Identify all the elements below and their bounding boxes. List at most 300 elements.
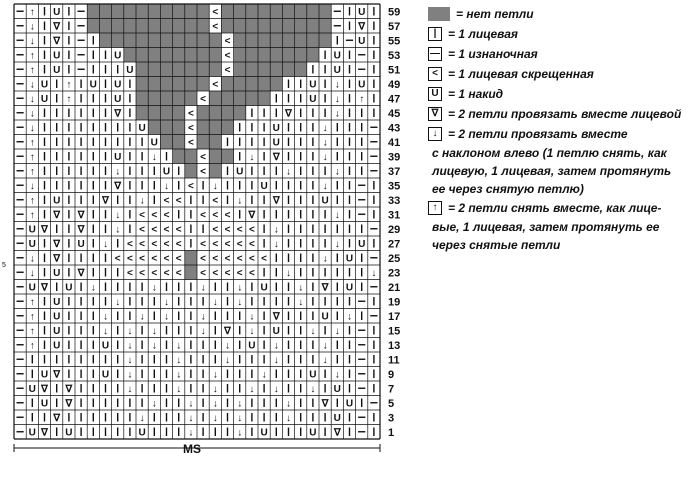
ssk-cell: ↓	[29, 21, 35, 33]
no-stitch-cell	[112, 33, 124, 48]
k2tog-cell: ∇	[53, 369, 61, 381]
row-number: 19	[388, 296, 401, 309]
no-stitch-cell	[270, 62, 282, 77]
twisted-knit-cell: <	[212, 267, 219, 279]
twisted-knit-cell: <	[236, 267, 243, 279]
no-stitch-cell	[295, 19, 307, 34]
no-stitch-cell	[197, 120, 209, 135]
ssk-cell: ↓	[322, 180, 328, 192]
k2tog-cell: ∇	[114, 180, 122, 192]
ssk-cell: ↓	[334, 108, 340, 120]
row-number: 33	[388, 194, 401, 207]
twisted-knit-cell: <	[212, 21, 219, 33]
no-stitch-cell	[246, 77, 258, 92]
no-stitch-cell	[258, 91, 270, 106]
row-number: 21	[388, 281, 401, 294]
yarn-over-cell: U	[236, 166, 244, 178]
twisted-knit-cell: <	[151, 209, 158, 221]
no-stitch-cell	[221, 106, 233, 121]
ssk-cell: ↓	[322, 137, 328, 149]
yarn-over-cell: U	[101, 340, 110, 352]
twisted-knit-cell: <	[248, 267, 255, 279]
ssk-cell: ↓	[103, 311, 108, 323]
ssk-cell: ↓	[164, 311, 169, 323]
ssk-cell: ↓	[164, 296, 169, 308]
ssk-cell: ↓	[249, 325, 255, 337]
legend-s2kp-continuation	[432, 218, 686, 254]
twisted-knit-cell: <	[175, 238, 182, 250]
no-stitch-cell	[209, 62, 221, 77]
ssk-cell: ↓	[127, 383, 133, 395]
yarn-over-cell: U	[53, 50, 61, 62]
legend-line: через снятые петли	[432, 238, 561, 252]
k2tog-cell: ∇	[224, 325, 231, 337]
k2tog-cell: ∇	[53, 412, 61, 424]
yarn-over-cell: U	[309, 427, 317, 439]
twisted-knit-cell: <	[175, 267, 182, 279]
ssk-cell: ↓	[310, 325, 316, 337]
no-stitch-cell	[148, 48, 160, 63]
twisted-knit-cell: <	[248, 224, 255, 236]
yarn-over-cell: U	[358, 79, 366, 91]
yarn-over-cell: U	[28, 238, 36, 250]
twisted-knit-cell: <	[163, 195, 170, 207]
twisted-knit-cell: <	[261, 253, 268, 265]
twisted-knit-cell: <	[236, 238, 243, 250]
yarn-over-cell: U	[28, 427, 36, 439]
s2kp-cell: ↑	[29, 151, 35, 163]
ssk-cell: ↓	[176, 383, 182, 395]
yarn-over-cell: U	[65, 427, 73, 439]
ssk-cell: ↓	[127, 354, 133, 366]
k2tog-cell: ∇	[358, 21, 366, 33]
no-stitch-cell	[270, 48, 282, 63]
yarn-over-cell: U	[40, 93, 49, 105]
ssk-cell: ↓	[249, 151, 255, 163]
legend-line: лицевую, 1 лицевая, затем протянуть	[432, 164, 672, 178]
k2tog-cell: ∇	[41, 427, 48, 439]
twisted-knit-cell: <	[163, 224, 170, 236]
no-stitch-cell	[173, 120, 185, 135]
no-stitch-cell	[258, 48, 270, 63]
legend-text: = 1 изнаночная	[448, 47, 538, 61]
yarn-over-cell: U	[40, 369, 49, 381]
ssk-cell: ↓	[286, 412, 291, 424]
twisted-knit-cell: <	[139, 253, 146, 265]
twisted-knit-cell: <	[224, 35, 231, 47]
no-stitch-cell	[124, 19, 136, 34]
no-stitch-cell	[221, 77, 233, 92]
ssk-cell: ↓	[151, 325, 157, 337]
no-stitch-cell	[270, 4, 282, 19]
row-number: 27	[388, 238, 401, 251]
twisted-knit-cell: <	[200, 151, 207, 163]
k2tog-cell: ∇	[272, 311, 280, 323]
ssk-cell: ↓	[115, 209, 121, 221]
no-stitch-cell	[160, 106, 172, 121]
k2tog-cell: ∇	[53, 253, 61, 265]
no-stitch-cell	[185, 4, 197, 19]
ssk-cell: ↓	[200, 325, 206, 337]
s2kp-cell: ↑	[29, 325, 35, 337]
ssk-cell: ↓	[103, 238, 108, 250]
legend-ssk	[428, 124, 686, 144]
ssk-cell: ↓	[322, 340, 328, 352]
ssk-cell: ↓	[298, 296, 304, 308]
twisted-knit-cell: <	[126, 253, 133, 265]
ssk-cell: ↓	[151, 340, 157, 352]
no-stitch-cell	[148, 120, 160, 135]
twisted-knit-cell: <	[151, 267, 158, 279]
row-number: 11	[388, 354, 400, 367]
twisted-knit-cell: <	[126, 267, 133, 279]
no-stitch-cell	[234, 77, 246, 92]
no-stitch-cell	[173, 77, 185, 92]
ssk-cell: ↓	[334, 209, 340, 221]
s2kp-cell: ↑	[29, 311, 35, 323]
ssk-cell: ↓	[334, 166, 340, 178]
ssk-cell: ↓	[322, 122, 328, 134]
k2tog-cell: ∇	[65, 398, 73, 410]
legend-text: = 2 петли провязать вместе лицевой	[448, 107, 682, 121]
no-stitch-cell	[148, 106, 160, 121]
row-number: 51	[388, 64, 401, 77]
no-stitch-cell	[246, 19, 258, 34]
yarn-over-cell: U	[28, 224, 36, 236]
twisted-knit-cell: <	[224, 64, 231, 76]
twisted-knit-cell: <	[224, 224, 231, 236]
no-stitch-cell	[160, 135, 172, 150]
yarn-over-cell: U	[272, 137, 280, 149]
no-stitch-cell	[148, 62, 160, 77]
s2kp-cell: ↑	[29, 195, 35, 207]
row-number: 13	[388, 339, 401, 352]
yarn-over-cell: U	[321, 311, 329, 323]
no-stitch-cell	[270, 77, 282, 92]
legend-ssk-continuation	[432, 144, 686, 198]
twisted-knit-cell: <	[187, 122, 194, 134]
ssk-cell: ↓	[115, 296, 121, 308]
row-number: 59	[388, 6, 401, 19]
no-stitch-cell	[282, 62, 294, 77]
ssk-cell: ↓	[212, 383, 218, 395]
k2tog-cell: ∇	[114, 108, 122, 120]
ssk-cell: ↓	[322, 253, 328, 265]
no-stitch-cell	[185, 251, 197, 266]
no-stitch-cell	[173, 19, 185, 34]
no-stitch-cell	[136, 77, 148, 92]
ssk-cell: ↓	[273, 340, 279, 352]
no-stitch-cell	[112, 19, 124, 34]
no-stitch-cell	[319, 33, 331, 48]
row-number: 57	[388, 20, 401, 33]
yarn-over-cell: U	[309, 79, 317, 91]
s2kp-cell: ↑	[29, 137, 35, 149]
repeat-label: MS	[183, 442, 201, 456]
ssk-cell: ↓	[139, 412, 145, 424]
no-stitch-cell	[209, 164, 221, 179]
no-stitch-cell	[136, 91, 148, 106]
twisted-knit-cell: <	[175, 224, 182, 236]
ssk-cell: ↓	[188, 412, 194, 424]
ssk-cell: ↓	[322, 354, 328, 366]
yarn-over-cell: U	[260, 180, 268, 192]
no-stitch-cell	[173, 135, 185, 150]
ssk-cell: ↓	[334, 79, 340, 91]
no-stitch-cell	[282, 19, 294, 34]
yarn-over-cell: U	[248, 340, 256, 352]
ssk-cell: ↓	[127, 325, 133, 337]
no-stitch-cell	[246, 91, 258, 106]
legend-text: = 1 накид	[448, 87, 504, 101]
legend-no-stitch	[428, 4, 686, 24]
no-stitch-cell	[295, 33, 307, 48]
ssk-cell: ↓	[237, 398, 243, 410]
no-stitch-cell	[148, 19, 160, 34]
ssk-cell: ↓	[151, 398, 157, 410]
twisted-knit-cell: <	[224, 209, 231, 221]
no-stitch-cell	[173, 33, 185, 48]
k2tog-cell: ∇	[41, 282, 48, 294]
legend	[428, 4, 686, 254]
twisted-knit-cell: <	[151, 238, 158, 250]
ssk-cell: ↓	[212, 412, 218, 424]
twisted-knit-cell: <	[126, 238, 133, 250]
row-number: 3	[388, 412, 395, 425]
twisted-knit-cell: <	[200, 209, 207, 221]
no-stitch-cell	[197, 4, 209, 19]
no-stitch-cell	[87, 4, 99, 19]
twisted-knit-cell: <	[139, 267, 146, 279]
ssk-cell: ↓	[334, 369, 340, 381]
ssk-cell: ↓	[249, 383, 255, 395]
ssk-cell: ↓	[334, 93, 340, 105]
no-stitch-cell	[221, 19, 233, 34]
no-stitch-cell	[295, 62, 307, 77]
ssk-cell: ↓	[225, 340, 230, 352]
ssk-cell: ↓	[29, 79, 35, 91]
twisted-knit-cell: <	[139, 209, 146, 221]
no-stitch-cell	[209, 106, 221, 121]
no-stitch-cell	[234, 4, 246, 19]
yarn-over-cell: U	[272, 325, 280, 337]
twisted-knit-cell: <	[200, 93, 207, 105]
row-number: 37	[388, 165, 401, 178]
k2tog-cell: ∇	[333, 427, 341, 439]
no-stitch-cell	[185, 19, 197, 34]
row-number: 49	[388, 78, 401, 91]
row-number: 5	[388, 397, 395, 410]
no-stitch-cell	[307, 4, 319, 19]
yarn-over-cell: U	[53, 325, 61, 337]
legend-yarn-over	[428, 84, 686, 104]
no-stitch-cell	[270, 19, 282, 34]
no-stitch-cell	[124, 48, 136, 63]
legend-text: = 2 петли снять вместе, как лице-	[448, 201, 662, 215]
no-stitch-cell	[246, 33, 258, 48]
no-stitch-cell	[295, 48, 307, 63]
no-stitch-cell	[307, 19, 319, 34]
row-number: 1	[388, 426, 395, 439]
legend-knit	[428, 24, 686, 44]
ssk-cell: ↓	[29, 122, 35, 134]
s2kp-icon: ↑	[428, 201, 442, 215]
purl-icon: —	[430, 48, 440, 59]
s2kp-cell: ↑	[66, 79, 72, 91]
no-stitch-cell	[197, 19, 209, 34]
ssk-cell: ↓	[322, 151, 328, 163]
legend-text: = 1 лицевая	[448, 27, 518, 41]
no-stitch-cell	[197, 62, 209, 77]
yarn-over-cell: U	[28, 282, 36, 294]
row-number: 43	[388, 122, 401, 135]
no-stitch-cell	[234, 33, 246, 48]
yarn-over-cell: U	[333, 50, 341, 62]
no-stitch-cell	[246, 48, 258, 63]
twisted-knit-cell: <	[248, 238, 255, 250]
twisted-knit-cell: <	[236, 224, 243, 236]
yarn-over-cell: U	[53, 311, 61, 323]
s2kp-cell: ↑	[29, 296, 35, 308]
no-stitch-cell	[173, 4, 185, 19]
k2tog-cell: ∇	[53, 209, 61, 221]
twisted-knit-cell: <	[163, 267, 170, 279]
no-stitch-cell	[173, 62, 185, 77]
no-stitch-cell	[99, 19, 111, 34]
k2tog-cell: ∇	[285, 108, 292, 120]
s2kp-cell: ↑	[29, 209, 35, 221]
row-number: 55	[388, 35, 401, 48]
twisted-knit-icon: <	[428, 67, 442, 81]
k2tog-cell: ∇	[53, 21, 61, 33]
yarn-over-cell: U	[40, 398, 49, 410]
no-stitch-cell	[234, 106, 246, 121]
row-number: 23	[388, 267, 401, 280]
no-stitch-cell	[295, 4, 307, 19]
yarn-over-cell: U	[40, 79, 49, 91]
no-stitch-cell	[173, 48, 185, 63]
yarn-over-cell: U	[114, 151, 122, 163]
yarn-over-cell: U	[101, 369, 110, 381]
ssk-cell: ↓	[29, 253, 35, 265]
yarn-over-cell: U	[333, 64, 341, 76]
row-number: 29	[388, 223, 401, 236]
ssk-cell: ↓	[29, 180, 35, 192]
no-stitch-cell	[185, 265, 197, 280]
yarn-over-cell: U	[53, 195, 61, 207]
row-number: 47	[388, 93, 401, 106]
row-number: 17	[388, 310, 401, 323]
k2tog-cell: ∇	[41, 224, 48, 236]
no-stitch-cell	[246, 4, 258, 19]
ssk-cell: ↓	[176, 340, 182, 352]
yarn-over-cell: U	[321, 195, 329, 207]
row-number: 45	[388, 107, 401, 120]
no-stitch-cell	[270, 33, 282, 48]
no-stitch-cell	[307, 33, 319, 48]
ssk-cell: ↓	[237, 195, 243, 207]
no-stitch-cell	[258, 19, 270, 34]
ssk-cell: ↓	[176, 369, 182, 381]
yarn-over-cell: U	[77, 238, 85, 250]
no-stitch-cell	[197, 135, 209, 150]
yarn-over-cell: U	[345, 282, 354, 294]
no-stitch-cell	[234, 91, 246, 106]
ssk-cell: ↓	[237, 412, 243, 424]
no-stitch-cell	[160, 62, 172, 77]
ssk-cell: ↓	[273, 238, 279, 250]
ssk-cell: ↓	[212, 296, 218, 308]
ssk-cell: ↓	[29, 93, 35, 105]
no-stitch-cell	[221, 4, 233, 19]
k2tog-cell: ∇	[77, 209, 85, 221]
ssk-cell: ↓	[115, 166, 121, 178]
k2tog-cell: ∇	[41, 383, 48, 395]
row-number: 31	[388, 209, 401, 222]
ssk-cell: ↓	[310, 383, 316, 395]
twisted-knit-cell: <	[187, 180, 194, 192]
yarn-over-cell: U	[53, 267, 61, 279]
no-stitch-swatch	[428, 7, 450, 21]
yarn-over-cell: U	[358, 6, 366, 18]
ssk-cell: ↓	[164, 180, 169, 192]
twisted-knit-cell: <	[114, 253, 121, 265]
yarn-over-cell: U	[345, 253, 354, 265]
no-stitch-cell	[209, 120, 221, 135]
yarn-over-cell: U	[272, 122, 280, 134]
ssk-cell: ↓	[212, 369, 218, 381]
twisted-knit-cell: <	[175, 253, 182, 265]
no-stitch-cell	[209, 149, 221, 164]
k2tog-cell: ∇	[102, 195, 109, 207]
twisted-knit-cell: <	[200, 253, 207, 265]
yarn-over-cell: U	[53, 340, 61, 352]
s2kp-cell: ↑	[29, 6, 35, 18]
s2kp-cell: ↑	[29, 50, 35, 62]
twisted-knit-cell: <	[212, 209, 219, 221]
yarn-over-cell: U	[345, 398, 354, 410]
twisted-knit-cell: <	[151, 224, 158, 236]
no-stitch-cell	[258, 77, 270, 92]
yarn-over-icon: U	[428, 87, 442, 101]
no-stitch-cell	[221, 91, 233, 106]
yarn-over-cell: U	[89, 79, 97, 91]
legend-purl	[428, 44, 686, 64]
twisted-knit-cell: <	[236, 253, 243, 265]
legend-text: = 1 лицевая скрещенная	[448, 67, 594, 81]
no-stitch-cell	[185, 48, 197, 63]
yarn-over-cell: U	[358, 35, 366, 47]
k2tog-cell: ∇	[53, 238, 61, 250]
s2kp-cell: ↑	[66, 93, 72, 105]
ssk-cell: ↓	[261, 369, 267, 381]
ssk-cell: ↓	[139, 311, 145, 323]
twisted-knit-cell: <	[151, 253, 158, 265]
no-stitch-cell	[99, 33, 111, 48]
no-stitch-cell	[136, 19, 148, 34]
no-stitch-cell	[136, 4, 148, 19]
ssk-cell: ↓	[286, 267, 291, 279]
no-stitch-cell	[282, 48, 294, 63]
k2tog-cell: ∇	[321, 282, 329, 294]
ssk-cell: ↓	[273, 224, 279, 236]
no-stitch-cell	[197, 48, 209, 63]
twisted-knit-cell: <	[212, 6, 219, 18]
ssk-cell: ↓	[176, 354, 182, 366]
yarn-over-cell: U	[150, 137, 158, 149]
no-stitch-cell	[197, 77, 209, 92]
no-stitch-cell	[173, 91, 185, 106]
